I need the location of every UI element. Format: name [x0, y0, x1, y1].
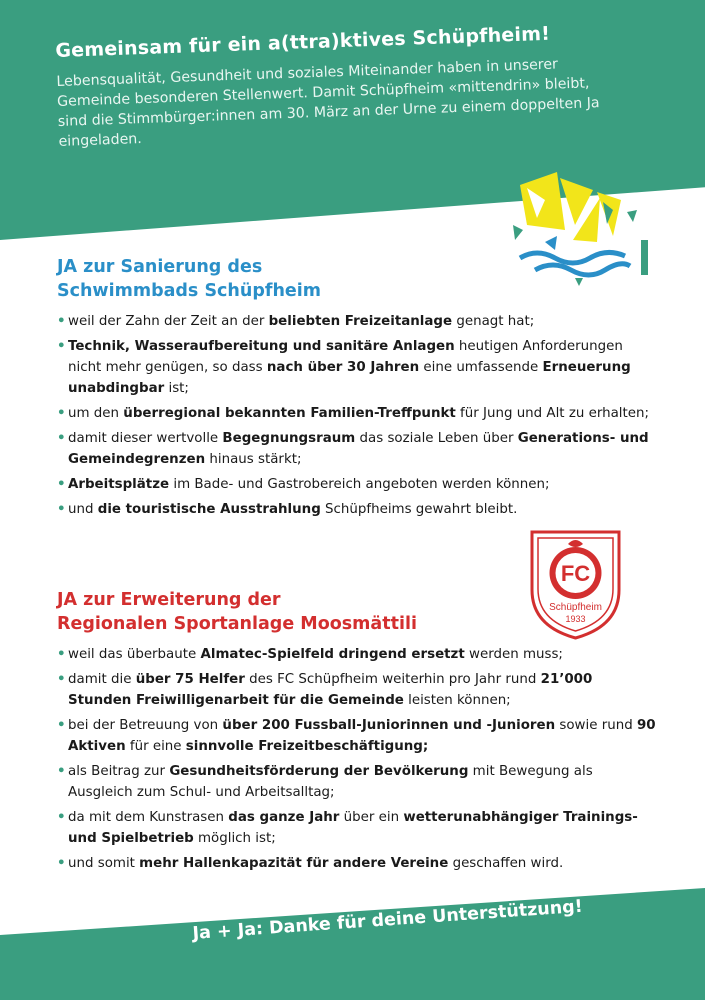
bullet-dot-icon: • — [57, 718, 66, 733]
item-text: für eine — [125, 739, 186, 754]
list-item — [57, 311, 657, 332]
item-text: bei der Betreuung von — [68, 718, 223, 733]
item-text: ist; — [164, 381, 189, 396]
bullet-dot-icon: • — [57, 502, 66, 517]
item-text: damit dieser wertvolle — [68, 431, 223, 446]
item-text: und somit — [68, 856, 140, 871]
club-year: 1933 — [565, 614, 586, 624]
bold-text: 90 Aktiven — [68, 718, 656, 754]
item-text: sowie rund — [555, 718, 637, 733]
section-title-line1: JA zur Sanierung des — [57, 257, 263, 277]
club-name: Schüpfheim — [549, 602, 602, 613]
item-text: eine umfassende — [419, 360, 543, 375]
item-text: heutigen Anforderungen nicht mehr genügen, so dass — [68, 339, 623, 375]
section-title-sportanlage — [57, 588, 657, 636]
item-text: als Beitrag zur — [68, 764, 170, 779]
bold-text: beliebten Freizeitanlage — [268, 314, 453, 329]
list-item — [57, 807, 657, 849]
bold-text: Almatec-Spielfeld dringend ersetzt — [200, 647, 465, 662]
bullet-dot-icon: • — [57, 431, 66, 446]
section-title-line2: Regionalen Sportanlage Moosmättili — [57, 614, 417, 634]
item-text: über ein — [339, 810, 404, 825]
bold-text: Erneuerung unabdingbar — [68, 360, 631, 396]
item-text: Schüpfheims gewahrt bleibt. — [320, 502, 518, 517]
bold-text: Arbeitsplätze — [68, 477, 170, 492]
section-title-schwimmbad — [57, 255, 657, 303]
bold-text: über 75 Helfer — [135, 672, 245, 687]
bullet-dot-icon: • — [57, 856, 66, 871]
bold-text: über 200 Fussball-Juniorinnen und -Junioren — [222, 718, 556, 733]
item-text: genagt hat; — [452, 314, 535, 329]
bullet-dot-icon: • — [57, 672, 66, 687]
item-text: weil das überbaute — [68, 647, 201, 662]
bullet-dot-icon: • — [57, 764, 66, 779]
bold-text: Technik, Wasseraufbereitung und sanitäre Anlagen — [68, 339, 455, 354]
bold-text: das ganze Jahr — [228, 810, 340, 825]
item-text: im Bade- und Gastrobereich angeboten werden können; — [169, 477, 550, 492]
item-text: mit Bewegung als Ausgleich zum Schul- und Arbeitsalltag; — [68, 764, 593, 800]
bullet-dot-icon: • — [57, 810, 66, 825]
bold-text: Begegnungsraum — [222, 431, 356, 446]
item-text: um den — [68, 406, 124, 421]
bold-text: sinnvolle Freizeitbeschäftigung; — [185, 739, 429, 754]
closing-message: Ja + Ja: Danke für deine Unterstützung! — [192, 896, 584, 944]
list-item — [57, 853, 657, 874]
item-text: des FC Schüpfheim weiterhin pro Jahr rund — [244, 672, 541, 687]
item-text: möglich ist; — [193, 831, 276, 846]
bullet-list-sportanlage — [57, 644, 657, 874]
bullet-dot-icon: • — [57, 314, 66, 329]
bullet-dot-icon: • — [57, 406, 66, 421]
item-text: da mit dem Kunstrasen — [68, 810, 229, 825]
list-item — [57, 669, 657, 711]
list-item — [57, 499, 657, 520]
bold-text: die touristische Ausstrahlung — [97, 502, 321, 517]
section-title-line1: JA zur Erweiterung der — [57, 590, 281, 610]
bold-text: 21’000 Stunden Freiwilligenarbeit für die Gemeinde — [68, 672, 593, 708]
fc-monogram: FC — [560, 561, 591, 586]
bottom-banner — [0, 888, 705, 1000]
bold-text: wetterunabhängiger Trainings- und Spielbetrieb — [68, 810, 638, 846]
bullet-dot-icon: • — [57, 647, 66, 662]
list-item — [57, 336, 657, 399]
section-title-line2: Schwimmbads Schüpfheim — [57, 281, 322, 301]
item-text: hinaus stärkt; — [205, 452, 302, 467]
list-item — [57, 761, 657, 803]
bold-text: mehr Hallenkapazität für andere Vereine — [139, 856, 449, 871]
list-item — [57, 644, 657, 665]
list-item — [57, 474, 657, 495]
bold-text: Gesundheitsförderung der Bevölkerung — [169, 764, 469, 779]
intro-body: Lebensqualität, Gesundheit und soziales Miteinander haben in unserer Gemeinde besonderen Stellenwert. Damit Schüpfheim «mittendrin» bleibt, sind die Stimmbürger:innen am 30. März an der Urne zu einem doppelten Ja eingeladen. — [56, 56, 600, 150]
item-text: für Jung und Alt zu erhalten; — [455, 406, 649, 421]
section-schwimmbad — [57, 255, 657, 524]
intro-title: Gemeinsam für ein a(ttra)ktives Schüpfheim! — [55, 22, 551, 62]
intro-block — [55, 20, 619, 151]
item-text: damit die — [68, 672, 136, 687]
item-text: geschaffen wird. — [448, 856, 564, 871]
bold-text: Generations- und Gemeindegrenzen — [68, 431, 649, 467]
bullet-dot-icon: • — [57, 339, 66, 354]
item-text: weil der Zahn der Zeit an der — [68, 314, 269, 329]
list-item — [57, 715, 657, 757]
item-text: das soziale Leben über — [355, 431, 518, 446]
list-item — [57, 428, 657, 470]
item-text: werden muss; — [464, 647, 563, 662]
bullet-dot-icon: • — [57, 477, 66, 492]
bold-text: nach über 30 Jahren — [266, 360, 420, 375]
bold-text: überregional bekannten Familien-Treffpunkt — [123, 406, 456, 421]
item-text: leisten können; — [403, 693, 511, 708]
list-item — [57, 403, 657, 424]
item-text: und — [68, 502, 98, 517]
bullet-list-schwimmbad — [57, 311, 657, 520]
section-sportanlage — [57, 588, 657, 878]
